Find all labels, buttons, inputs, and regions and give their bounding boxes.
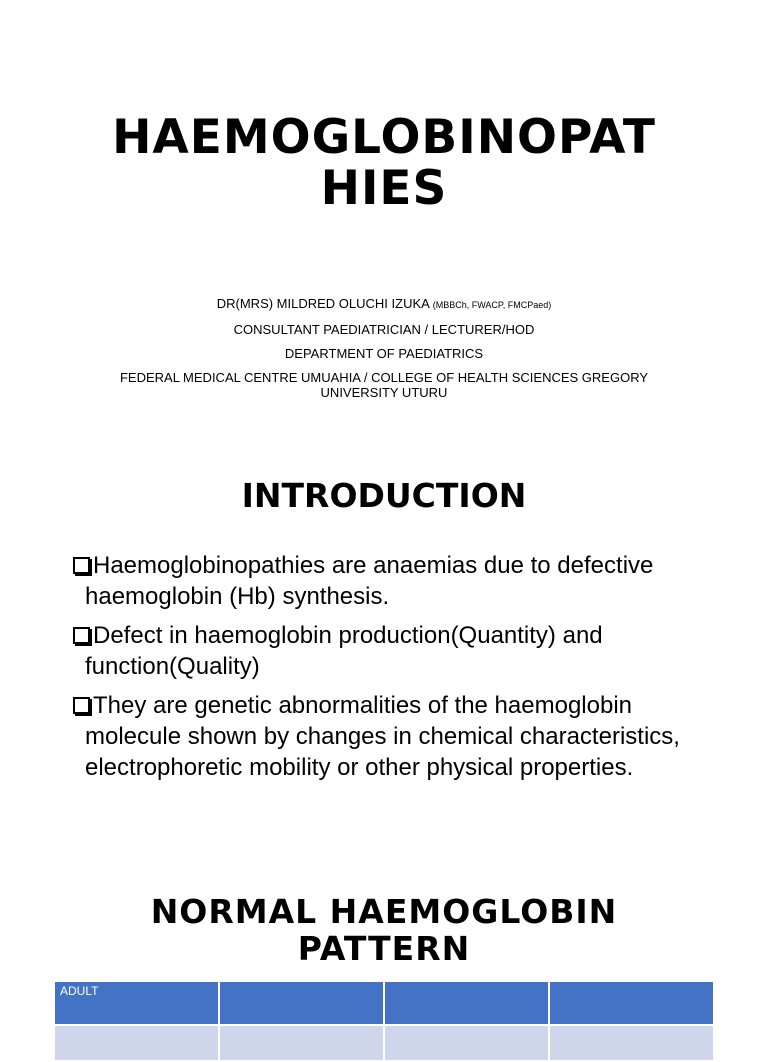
author-credits — [100, 296, 668, 409]
author-institution: FEDERAL MEDICAL CENTRE UMUAHIA / COLLEGE OF HEALTH SCIENCES GREGORY UNIVERSITY UTURU — [119, 370, 649, 400]
normal-pattern-heading — [84, 893, 684, 967]
table-header-cell — [384, 981, 549, 1025]
bullet-item — [60, 620, 710, 682]
slide-title — [84, 112, 684, 214]
slide-title-line-2: HIES — [320, 161, 448, 216]
bullet-item — [60, 550, 710, 612]
table-header-cell — [549, 981, 714, 1025]
bullet-text: Defect in haemoglobin production(Quantity) and function(Quality) — [85, 622, 603, 680]
author-role: CONSULTANT PAEDIATRICIAN / LECTURER/HOD — [233, 322, 535, 337]
slide-title-line-1: HAEMOGLOBINOPAT — [112, 110, 656, 165]
table-cell — [384, 1025, 549, 1061]
table-header-cell: ADULT — [54, 981, 219, 1025]
table-row — [54, 1025, 714, 1061]
table-header-row — [54, 981, 714, 1025]
haemoglobin-pattern-table — [53, 980, 715, 1062]
bullet-text: Haemoglobinopathies are anaemias due to defective haemoglobin (Hb) synthesis. — [85, 552, 654, 610]
table-cell — [219, 1025, 384, 1061]
author-qualifications: (MBBCh, FWACP, FMCPaed) — [432, 300, 552, 310]
introduction-heading: INTRODUCTION — [241, 476, 527, 515]
checkbox-bullet-icon — [73, 627, 90, 644]
author-line — [100, 296, 668, 313]
table-cell — [54, 1025, 219, 1061]
normal-pattern-heading-line-1: NORMAL HAEMOGLOBIN — [150, 892, 618, 931]
table-cell — [549, 1025, 714, 1061]
author-name: DR(MRS) MILDRED OLUCHI IZUKA — [216, 296, 433, 311]
checkbox-bullet-icon — [73, 697, 90, 714]
author-department: DEPARTMENT OF PAEDIATRICS — [284, 346, 484, 361]
checkbox-bullet-icon — [73, 557, 90, 574]
bullet-text: They are genetic abnormalities of the haemoglobin molecule shown by changes in chemical characteristics, electrophoretic mobility or other physical properties. — [85, 692, 680, 781]
bullet-item — [60, 690, 710, 783]
table-header-cell — [219, 981, 384, 1025]
normal-pattern-heading-line-2: PATTERN — [297, 929, 471, 968]
introduction-bullet-list — [60, 550, 710, 791]
